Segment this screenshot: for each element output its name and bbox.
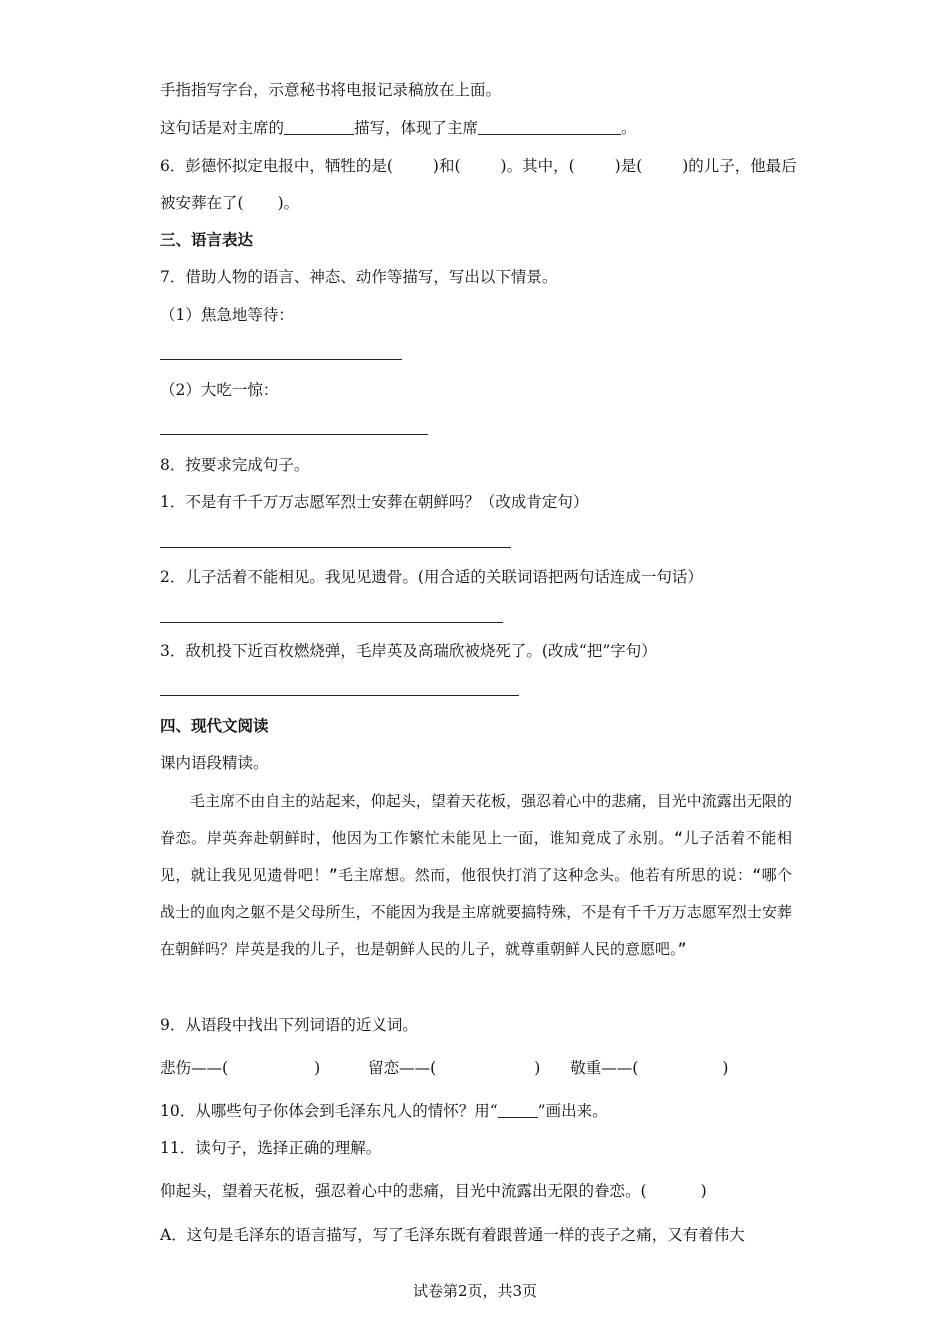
text-fragment: ) [700, 1182, 707, 1200]
question-8-3: 3．敌机投下近百枚燃烧弹，毛岸英及高瑞欣被烧死了。(改成“把”字句） [160, 642, 657, 660]
question-6 [160, 156, 797, 176]
fill-sentence [160, 118, 637, 138]
text-fragment: 描写，体现了主席 [354, 119, 479, 137]
word-item-end: ) [722, 1059, 729, 1077]
word-item: 敬重——( [570, 1059, 639, 1077]
text-fragment: )的儿子，他最后 [682, 157, 797, 175]
underline-sample [498, 1101, 538, 1118]
text-fragment: 6．彭德怀拟定电报中，牺牲的是( [160, 157, 393, 175]
question-11-sentence [160, 1181, 707, 1201]
word-item-end: ) [534, 1059, 541, 1077]
answer-line[interactable] [160, 695, 519, 696]
text-fragment: 这句话是对主席的 [160, 119, 285, 137]
text-fragment: )。 [277, 194, 300, 212]
text-fragment: 10．从哪些句子你体会到毛泽东凡人的情怀？用“ [160, 1102, 498, 1120]
reading-passage: 毛主席不由自主的站起来，仰起头，望着天花板，强忍着心中的悲痛，目光中流露出无限的眷恋。岸英奔赴朝鲜时，他因为工作繁忙未能见上一面，谁知竟成了永别。“儿子活着不能相见，就让我见见遗骨吧！”毛主席想。然而，他很快打消了这种念头。他若有所思的说：“哪个战士的血肉之躯不是父母所生，不能因为我是主席就要搞特殊，不是有千千万万志愿军烈士安葬在朝鲜吗？岸英是我的儿子，也是朝鲜人民的儿子，就尊重朝鲜人民的意愿吧。” [160, 792, 792, 958]
page-footer: 试卷第2页，共3页 [412, 1282, 538, 1300]
question-9-words [160, 1058, 728, 1078]
question-7-2: （2）大吃一惊： [160, 381, 279, 399]
question-6-cont [160, 193, 299, 213]
section-heading: 四、现代文阅读 [160, 717, 269, 735]
answer-line[interactable] [160, 622, 503, 623]
word-item-end: ) [314, 1059, 321, 1077]
question-11: 11．读句子，选择正确的理解。 [160, 1139, 382, 1157]
question-7: 7．借助人物的语言、神态、动作等描写，写出以下情景。 [160, 268, 558, 286]
text-fragment: 。 [621, 119, 637, 137]
question-8-1: 1．不是有千千万万志愿军烈士安葬在朝鲜吗？（改成肯定句） [160, 493, 589, 511]
answer-line[interactable] [160, 434, 428, 435]
word-item: 悲伤——( [160, 1059, 229, 1077]
option-a: A．这句是毛泽东的语言描写，写了毛泽东既有着跟普通一样的丧子之痛，又有着伟大 [160, 1226, 745, 1244]
question-8-2: 2．儿子活着不能相见。我见见遗骨。(用合适的关联词语把两句话连成一句话） [160, 568, 703, 586]
passage-intro: 课内语段精读。 [160, 754, 269, 772]
question-10 [160, 1101, 608, 1121]
answer-line[interactable] [160, 547, 511, 548]
question-8: 8．按要求完成句子。 [160, 456, 310, 474]
question-7-1: （1）焦急地等待： [160, 306, 294, 324]
text-fragment: )是( [614, 157, 643, 175]
text-fragment: 被安葬在了( [160, 194, 244, 212]
text-line: 手指指写字台，示意秘书将电报记录稿放在上面。 [160, 81, 502, 99]
section-heading: 三、语言表达 [160, 231, 254, 249]
answer-blank[interactable] [478, 118, 621, 135]
answer-blank[interactable] [284, 118, 354, 135]
text-fragment: 仰起头，望着天花板，强忍着心中的悲痛，目光中流露出无限的眷恋。( [160, 1182, 647, 1200]
text-fragment: )和( [432, 157, 461, 175]
text-fragment: )。其中，( [500, 157, 575, 175]
text-fragment: ”画出来。 [537, 1102, 608, 1120]
word-item: 留恋——( [368, 1059, 437, 1077]
question-9: 9．从语段中找出下列词语的近义词。 [160, 1016, 418, 1034]
answer-line[interactable] [160, 359, 402, 360]
